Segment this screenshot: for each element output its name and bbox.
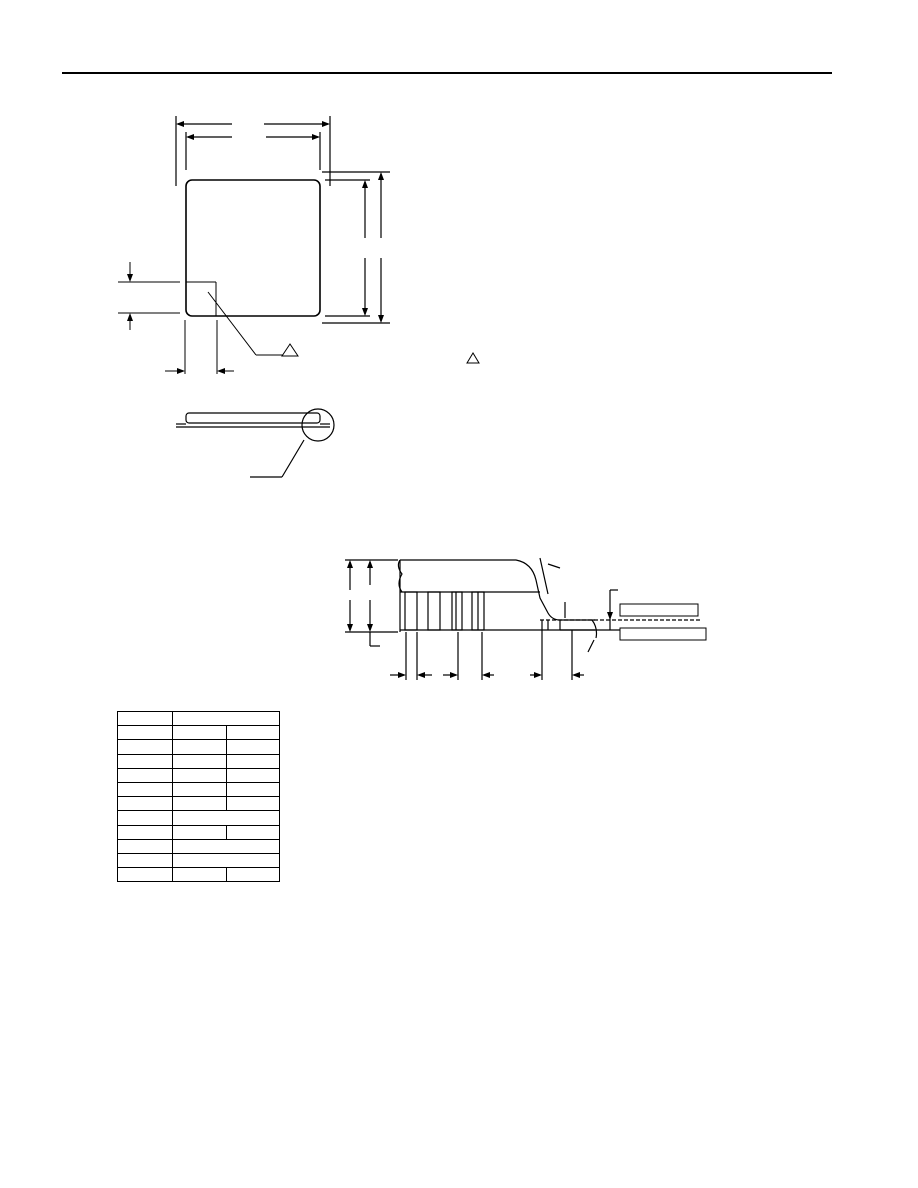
note-text xyxy=(482,352,766,368)
table-row xyxy=(118,868,280,882)
table-row xyxy=(118,797,280,811)
note-ref-triangle-icon xyxy=(282,344,298,356)
table-row xyxy=(118,768,280,782)
table-row xyxy=(118,726,280,740)
note-item xyxy=(466,352,766,368)
table-row xyxy=(118,754,280,768)
note-triangle-icon xyxy=(466,352,482,368)
side-view xyxy=(176,409,334,477)
detail-a-drawing xyxy=(345,558,705,680)
table-row xyxy=(118,811,280,825)
table-row xyxy=(118,712,280,726)
table-row xyxy=(118,839,280,853)
table-row xyxy=(118,853,280,867)
dimension-table xyxy=(117,711,280,882)
table-row xyxy=(118,782,280,796)
table-row xyxy=(118,825,280,839)
notes-block xyxy=(466,336,766,374)
table-row xyxy=(118,740,280,754)
package-body xyxy=(186,180,320,316)
